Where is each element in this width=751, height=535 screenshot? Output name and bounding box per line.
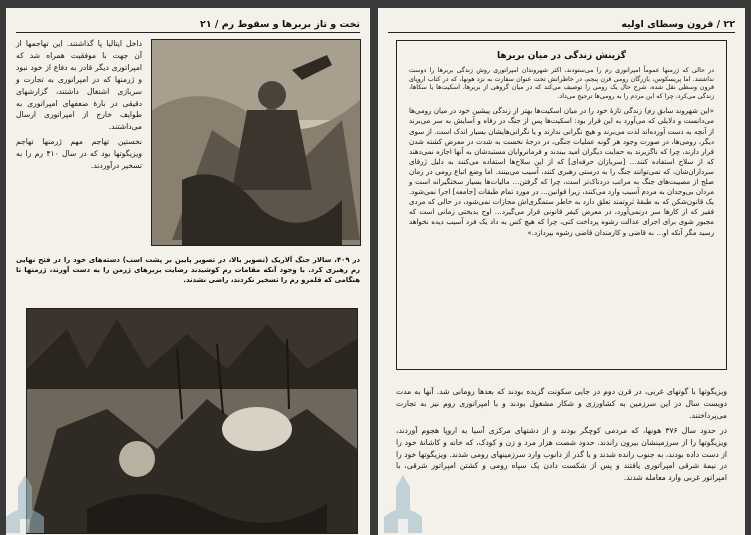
- right-page: [378, 8, 745, 535]
- sidebar-box-quote: «این شهروند سابق رم) زندگی تازهٔ خود را در میان اسکیت‌ها بهتر از زندگی پیشین خود در میان رومی‌ها می‌دانست و دلایلی که می‌آورد به این قرار بود: اسکیت‌ها پس از جنگ در رفاه و آسایش به سر می‌برند از آنچه به دست آورده‌اند لذت می‌برند و هیچ نگرانی ندارند و یا نگرانی‌هایشان بسیار اندک است. از سوی دیگر، رومی‌ها، در صورت وجود هر گونه عملیات جنگی، در درجهٔ نخست به شدت در معرض کشته شدن قرار دارند، چرا که ناگزیرند به حمایت دیگران امید ببندند و فرمانروایان مستبدشان به آنها اجازه نمی‌دهند که از سلاح استفاده کنند… [سربازان حرفه‌ای] که از این سلاح‌ها استفاده می‌کنند به دلیل ژرفای سرداران‌شان، که نمی‌توانند جنگ را به درستی رهبری کنند، آسیب می‌بینند. اما وضع اتباع رومی در زمان صلح از مصیبت‌های جنگ به مراتب دردناک‌تر است، چرا که گرفتن… مالیات‌ها بسیار سختگیرانه است و مردان بی‌وجدان به مردم آسیب وارد می‌کنند، زیرا قوانین… در مورد تمام طبقات [جامعه] اجرا نمی‌شود. یک قانون‌شکن که به طبقهٔ ثروتمند تعلق دارد به خاطر ستمگری‌اش مجازات نمی‌شود، در حالی که مردی فقیر که از کارها سر درنمی‌آورد، در معرض کیفر قانونی قرار می‌گیرد… اوج بدبختی زمانی است که مجبور شوی برای اجرای عدالت رشوه پرداخت کنی، چرا که هیچ کس به داد یک فرد آسیب دیده نخواهد رسید مگر آنکه او… به قاضی و کارمندان قاضی رشوه بپردازد.»: [409, 106, 714, 237]
- right-paragraph-2: در حدود سال ۳۷۶ هونها، که مردمی کوچگر بودند و از دشتهای مرکزی آسیا به اروپا هجوم آوردند، ویزیگوتها را از سرزمینشان بیرون راندند. حدود شصت هزار مرد و زن و کودک، که خانه و کاشانهٔ خود را از دست داده بودند، به جنوب رانده شدند و با گذر از دانوب وارد سرزمینهای رومی شدند. ویزیگوتها خود را در نیمهٔ شرقی امپراتوری یافتند و پس از شکست دادن یک سپاه رومی و کشتن امپراتور شرقی، با امپراتور غربی وارد معامله شدند.: [396, 425, 727, 483]
- battle-engraving-top: [151, 39, 361, 246]
- illustration-caption: در ۴۰۹، سالار جنگ آلاریک (تصویر بالا، در تصویر پایین بر پشت اسب) دسته‌های خود را در فتح نهایی رم رهبری کرد. با وجود آنکه مقامات رم کوشیدند رضایت بربرهای ژرمن را به دست آورند، ژرمنها تا هنگامی که قلمرو رم را تسخیر نکردند، راضی نشدند.: [16, 256, 360, 284]
- library-logo-icon: [2, 473, 48, 535]
- left-title-text: تخت و تاز بربرها و سقوط رم: [221, 19, 360, 30]
- left-page-number: ۲۱: [200, 19, 212, 30]
- right-title-text: قرون وسطای اولیه: [621, 19, 714, 30]
- left-page-title: تخت و تاز بربرها و سقوط رم / ۲۱: [200, 19, 360, 30]
- left-paragraph-2: نخستین تهاجم مهم ژرمنها تهاجم ویزیگوتها بود که در سال ۴۱۰ رم را به تسخیر درآوردند.: [16, 137, 142, 171]
- left-column-text: [16, 38, 142, 175]
- left-paragraph-1: داخل ایتالیا پا گذاشتند. این تهاجمها از آن جهت با موفقیت همراه شد که امپراتوری دیگر قادر به دفاع از خود نبود و ژرمنها که در امپراتوری به تجارت و سربازی اشتغال داشتند، گزارشهای دقیقی در بارهٔ ضعفهای امپراتوری به طوایف خارج از امپراتوری ارسال می‌داشتند.: [16, 39, 142, 132]
- right-body-text: [396, 386, 727, 487]
- sidebar-box: [396, 40, 727, 370]
- battle-engraving-bottom: [26, 308, 358, 534]
- sidebar-box-intro: در حالی که ژرمنها عموماً امپراتوری رم را می‌ستودند، اکثر شهروندان امپراتوری روش زندگی بربرها را دوست نداشتند. اما پریسکوس، بازرگان رومی قرن پنجم، در خاطراتش تحت عنوان سفارت به نزد هونها، که در کتاب اروپای قرون وسطی نقل شده، شرح حال یک رومی را توصیف می‌کند که در میان گروهی از بربرها، اسکیت‌ها یا سکاها، زندگی می‌کرد، چرا که این مردم را به رومی‌ها ترجیح می‌داد.: [409, 67, 714, 100]
- library-logo-icon: [380, 473, 426, 535]
- right-page-number: ۲۲: [723, 19, 735, 30]
- sidebar-box-title: گزینش زندگی در میان بربرها: [497, 51, 626, 61]
- left-running-head: [16, 14, 360, 33]
- right-paragraph-1: ویزیگوتها با گوتهای غربی، در قرن دوم در جایی سکونت گزیده بودند که بعدها رومانی شد. آنها به مدت دویست سال در این سرزمین به کشاورزی و شکار مشغول بودند و با امپراتوری روم نیز به تجارت می‌پرداختند.: [396, 387, 727, 420]
- right-running-head: [388, 14, 735, 33]
- left-page: [6, 8, 370, 535]
- right-page-title: ۲۲ / قرون وسطای اولیه: [621, 19, 735, 30]
